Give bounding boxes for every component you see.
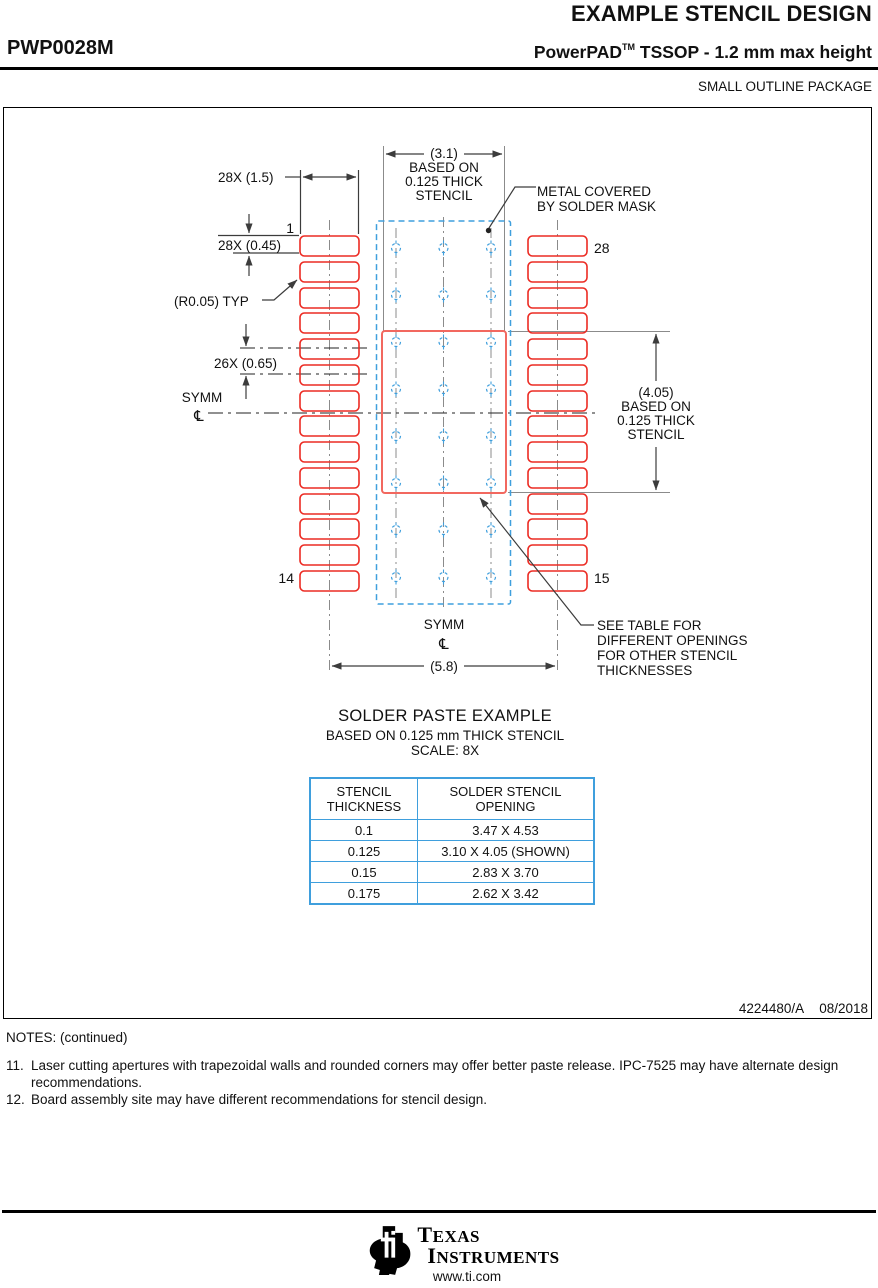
width-note-line4: STENCIL <box>415 188 473 203</box>
notes-heading: NOTES: (continued) <box>6 1030 128 1045</box>
ti-wordmark-bottom: INSTRUMENTS <box>427 1243 560 1268</box>
table-cell: 2.83 X 3.70 <box>417 861 593 882</box>
width-note-line3: 0.125 THICK <box>405 174 483 189</box>
table-header-thickness <box>311 779 417 819</box>
dim-span-label: (5.8) <box>430 659 458 674</box>
see-table-line3: FOR OTHER STENCIL <box>597 648 738 663</box>
table-header-line: SOLDER STENCIL <box>449 784 562 799</box>
pin-28-label: 28 <box>594 240 610 256</box>
table-cell: 0.175 <box>311 882 417 903</box>
see-table-line4: THICKNESSES <box>597 663 693 678</box>
symm-left-centerline-symbol: ℄ <box>194 407 204 425</box>
ti-wordmark-top: TEXAS <box>417 1222 480 1247</box>
see-table-line2: DIFFERENT OPENINGS <box>597 633 748 648</box>
note-text: Board assembly site may have different recommendations for stencil design. <box>31 1092 487 1107</box>
note-number: 12. <box>6 1092 25 1107</box>
header-rule <box>0 67 878 70</box>
height-note-line3: 0.125 THICK <box>617 413 695 428</box>
table-header-line: OPENING <box>475 799 536 814</box>
table-cell: 0.1 <box>311 819 417 840</box>
package-height: TSSOP - 1.2 mm max height <box>639 42 872 62</box>
example-subtitle: BASED ON 0.125 mm THICK STENCIL <box>325 728 565 743</box>
package-subtitle <box>534 42 872 63</box>
pin-15-label: 15 <box>594 570 610 586</box>
width-note-line1: (3.1) <box>430 146 458 161</box>
height-note-line2: BASED ON <box>621 399 691 414</box>
see-table-line1: SEE TABLE FOR <box>597 618 702 633</box>
table-cell: 3.10 X 4.05 (SHOWN) <box>417 840 593 861</box>
table-header-opening <box>417 779 593 819</box>
metal-note-line1: METAL COVERED <box>537 184 652 199</box>
footer-rule <box>2 1210 876 1213</box>
note-number: 11. <box>6 1058 24 1073</box>
pin-14-label: 14 <box>278 570 294 586</box>
corner-radius-label: (R0.05) TYP <box>174 294 249 309</box>
doc-number: 4224480/A <box>738 1001 805 1016</box>
ti-url-link[interactable]: www.ti.com <box>432 1269 502 1284</box>
width-note-line2: BASED ON <box>409 160 479 175</box>
part-number: PWP0028M <box>7 37 114 59</box>
note-text: Laser cutting apertures with trapezoidal walls and rounded corners may offer better paste release. IPC-7525 may have alternate design recommendations. <box>31 1058 839 1090</box>
symm-bottom-label: SYMM <box>423 617 465 632</box>
table-cell: 2.62 X 3.42 <box>417 882 593 903</box>
symm-bottom-centerline-symbol: ℄ <box>439 635 449 653</box>
table-cell: 3.47 X 4.53 <box>417 819 593 840</box>
page-title: EXAMPLE STENCIL DESIGN <box>570 1 872 26</box>
ti-bug-icon <box>368 1225 410 1275</box>
doc-date: 08/2018 <box>819 1001 868 1016</box>
dim-pad-length-label: 28X (1.5) <box>218 170 274 185</box>
ti-wordmark <box>417 1222 560 1268</box>
note-item <box>6 1057 850 1091</box>
ti-logo <box>368 1222 560 1275</box>
table-header-line: STENCIL <box>336 784 392 799</box>
trademark-symbol: TM <box>622 42 636 53</box>
stencil-opening-table <box>309 777 595 905</box>
metal-note-line2: BY SOLDER MASK <box>537 199 657 214</box>
package-type: SMALL OUTLINE PACKAGE <box>697 79 872 94</box>
table-cell: 0.125 <box>311 840 417 861</box>
dim-pad-width-label: 28X (0.45) <box>218 238 282 253</box>
example-title: SOLDER PASTE EXAMPLE <box>338 707 552 725</box>
height-note-line1: (4.05) <box>638 385 674 400</box>
doc-stamp <box>739 1001 868 1016</box>
height-note-line4: STENCIL <box>627 427 685 442</box>
table-header-line: THICKNESS <box>326 799 402 814</box>
table-cell: 0.15 <box>311 861 417 882</box>
symm-left-label: SYMM <box>181 390 223 405</box>
pin-1-label: 1 <box>286 220 294 236</box>
example-scale: SCALE: 8X <box>410 743 480 758</box>
note-item <box>6 1091 850 1108</box>
family-name: PowerPAD <box>533 42 623 62</box>
dim-pitch-label: 26X (0.65) <box>214 356 278 371</box>
